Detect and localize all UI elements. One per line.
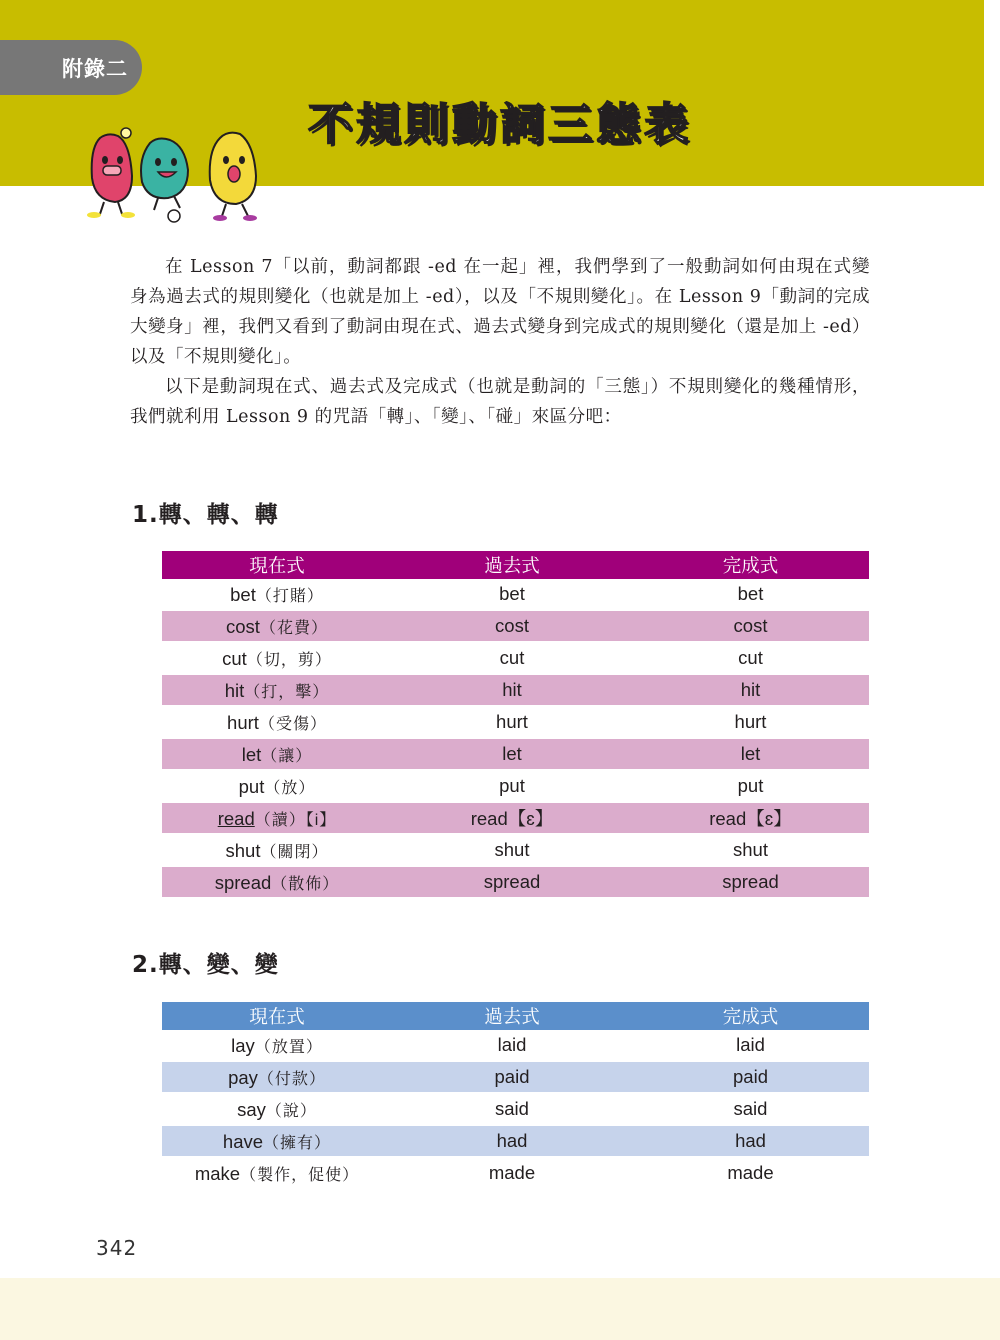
past-cell: laid [497,1034,527,1055]
perfect-cell: hit [632,674,869,706]
present-cell [162,642,392,674]
present-cell [162,1125,392,1157]
perfect-cell: shut [733,839,768,860]
column-header-past: 過去式 [392,1002,632,1030]
table-row [162,738,869,770]
table-row [162,866,869,898]
column-header-present: 現在式 [162,1002,392,1030]
verb-table-1 [162,551,869,899]
gloss: （製作，促使） [240,1166,360,1184]
gloss: （放置） [254,1038,323,1056]
page-edge [984,0,1000,1340]
past-cell: bet [499,583,525,604]
table-header-row [162,551,869,579]
present-cell [162,1157,392,1188]
gloss: （說） [265,1102,317,1120]
present-form: hurt [227,711,259,733]
perfect-cell: cut [738,647,763,668]
perfect-cell: had [632,1125,869,1157]
column-header-perfect: 完成式 [632,1002,869,1030]
table-row [162,770,869,802]
present-form: shut [225,839,261,861]
gloss: （切，剪） [246,651,332,669]
past-cell: put [499,775,525,796]
present-cell [162,866,392,898]
table-row [162,834,869,866]
past-cell: shut [494,839,530,860]
appendix-label: 附錄二 [62,56,128,81]
present-cell [162,579,392,610]
section-2-heading: 2.轉、變、變 [132,952,279,978]
present-form: spread [214,871,272,893]
column-header-present: 現在式 [162,551,392,579]
perfect-cell: laid [736,1034,765,1055]
table-row [162,642,869,674]
present-form: have [222,1130,264,1152]
past-cell: made [488,1162,536,1183]
present-form: make [194,1162,241,1184]
gloss: （打賭） [255,587,324,605]
page-title: 不規則動詞三態表 [308,99,692,150]
past-cell: had [392,1125,632,1157]
perfect-cell: spread [632,866,869,898]
appendix-tab [0,40,142,95]
gloss: （讀）【i】 [254,811,337,829]
intro-paragraph-2: 以下是動詞現在式、過去式及完成式（也就是動詞的「三態」）不規則變化的幾種情形，我們就利用 Lesson 9 的咒語「轉」、「變」、「碰」來區分吧： [130,377,870,427]
perfect-cell: said [733,1098,768,1119]
present-cell [162,1061,392,1093]
gloss: （讓） [261,747,313,765]
present-cell [162,738,392,770]
past-cell: cut [499,647,525,668]
mascot-illustration [70,118,300,228]
present-cell [162,770,392,802]
present-form: hit [224,679,245,701]
table-row [162,1125,869,1157]
perfect-cell: made [727,1162,774,1183]
page-number: 342 [96,1236,138,1260]
table-row [162,1157,869,1188]
present-cell [162,706,392,738]
table-row [162,706,869,738]
perfect-cell: paid [632,1061,869,1093]
perfect-cell: cost [632,610,869,642]
past-cell: hurt [496,711,528,732]
past-cell: cost [392,610,632,642]
gloss: （放） [264,779,316,797]
present-form: pay [228,1066,258,1088]
present-form: cut [222,647,247,669]
table-row [162,1093,869,1125]
table-row [162,579,869,610]
past-cell: read【ɛ】 [392,802,632,834]
table-row [162,802,869,834]
present-form: say [237,1098,266,1120]
present-form: lay [231,1034,255,1056]
perfect-cell: read【ɛ】 [632,802,869,834]
red-mascot-icon [87,128,135,218]
gloss: （付款） [257,1070,326,1088]
present-cell [162,1093,392,1125]
present-form: let [241,743,262,765]
present-form: bet [230,583,256,605]
present-form: cost [226,615,260,637]
column-header-past: 過去式 [392,551,632,579]
perfect-cell: hurt [734,711,767,732]
green-mascot-icon [141,139,188,222]
present-form: read [217,807,255,829]
present-cell [162,610,392,642]
column-header-perfect: 完成式 [632,551,869,579]
gloss: （散佈） [271,875,340,893]
table-row [162,674,869,706]
present-form: put [238,775,265,797]
intro-paragraph-1: 在 Lesson 7「以前，動詞都跟 -ed 在一起」裡，我們學到了一般動詞如何由現在式變身為過去式的規則變化（也就是加上 -ed），以及「不規則變化」。在 Lesson 9「動詞的完成大變身」裡，我們又看到了動詞由現在式、過去式變身到完成式的規則變化（還是加上 -ed）以及「不規則變化」。 [130,257,870,367]
perfect-cell: bet [737,583,764,604]
gloss: （擁有） [263,1134,332,1152]
gloss: （受傷） [258,715,327,733]
yellow-mascot-icon [210,133,257,221]
intro-text [130,252,870,432]
footer-band [0,1278,1000,1340]
past-cell: let [392,738,632,770]
table-row [162,1061,869,1093]
table-row [162,610,869,642]
section-1-heading: 1.轉、轉、轉 [132,502,279,528]
present-cell [162,674,392,706]
perfect-cell: put [737,775,764,796]
past-cell: paid [392,1061,632,1093]
present-cell [162,1030,392,1061]
table-header-row [162,1002,869,1030]
gloss: （打，擊） [244,683,330,701]
perfect-cell: let [632,738,869,770]
table-row [162,1030,869,1061]
past-cell: said [495,1098,529,1119]
gloss: （關閉） [260,843,329,861]
verb-table-2 [162,1002,869,1188]
past-cell: spread [392,866,632,898]
past-cell: hit [392,674,632,706]
gloss: （花費） [259,619,328,637]
present-cell [162,834,392,866]
present-cell [162,802,392,834]
